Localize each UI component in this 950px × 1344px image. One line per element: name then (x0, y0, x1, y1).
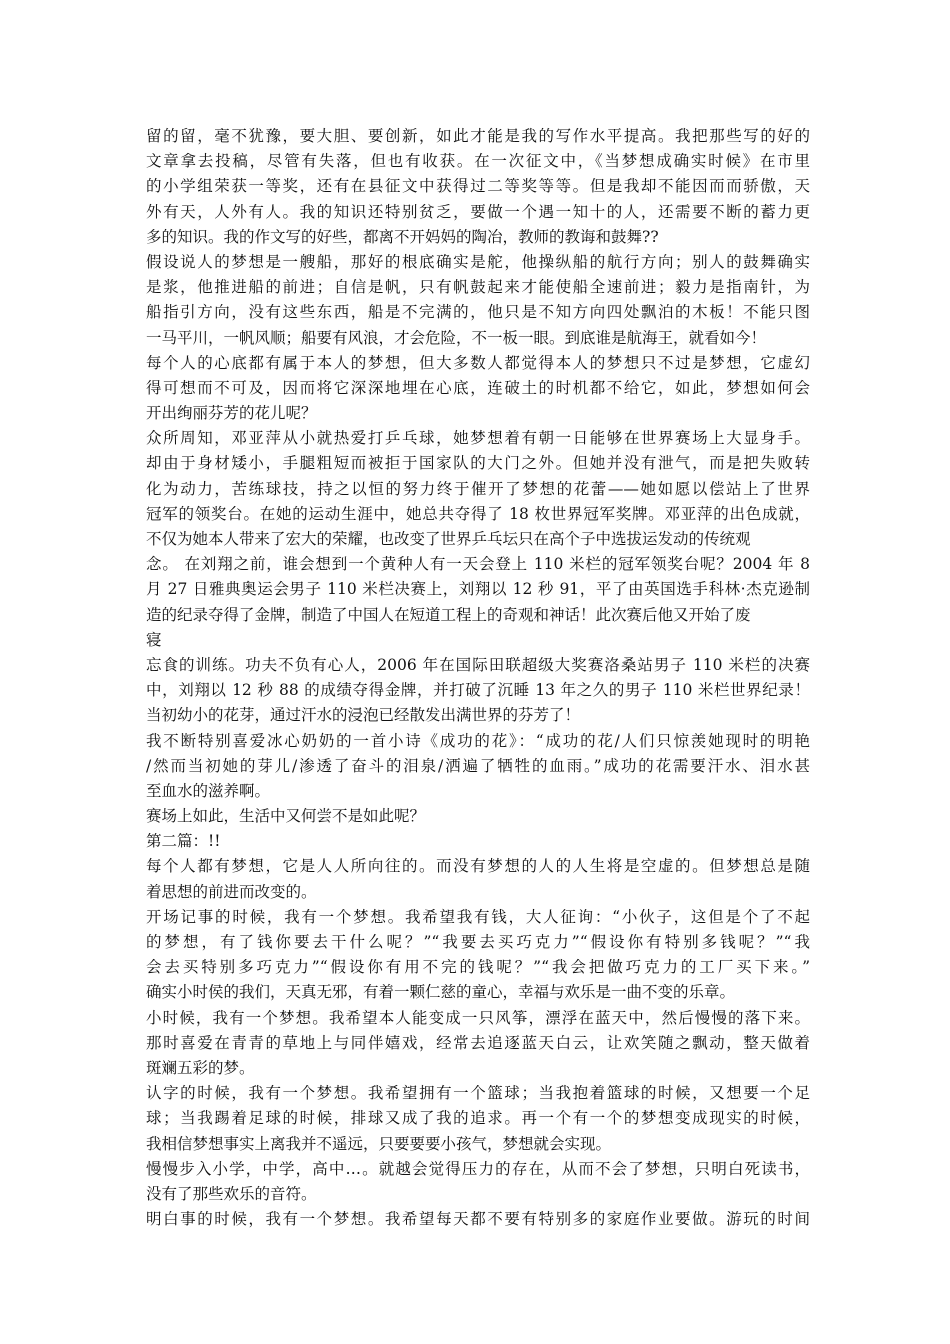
text-line: 船指引方向，没有这些东西，船是不完满的，他只是不知方向四处飘泊的木板！不能只图 (146, 303, 810, 322)
text-line: 造的纪录夺得了金牌，制造了中国人在短道工程上的奇观和神话！此次赛后他又开始了废 (146, 605, 751, 624)
text-line: 的小学组荣获一等奖，还有在县征文中获得过二等奖等等。但是我却不能因而而骄傲，天 (146, 177, 810, 196)
text-line: 没有了那些欢乐的音符。 (146, 1184, 317, 1203)
text-line: 冠军的领奖台。在她的运动生涯中，她总共夺得了 18 枚世界冠军奖牌。邓亚萍的出色成就， (146, 504, 810, 523)
text-line: 确实小时侯的我们，天真无邪，有着一颗仁慈的童心，幸福与欢乐是一曲不变的乐章。 (146, 983, 736, 1002)
text-line: 赛场上如此，生活中又何尝不是如此呢？ (146, 807, 426, 826)
text-line: 球；当我踢着足球的时候，排球又成了我的追求。再一个有一个的梦想变成现实的时候， (146, 1109, 810, 1128)
text-line: 斑斓五彩的梦。 (146, 1058, 255, 1077)
text-line: 假设说人的梦想是一艘船，那好的根底确实是舵，他操纵船的航行方向；别人的鼓舞确实 (146, 252, 810, 271)
text-line: 化为动力，苦练球技，持之以恒的努力终于催开了梦想的花蕾——她如愿以偿站上了世界 (146, 479, 810, 498)
text-line: 当初幼小的花芽，通过汗水的浸泡已经散发出满世界的芬芳了！ (146, 706, 581, 725)
text-line: 忘食的训练。功夫不负有心人，2006 年在国际田联超级大奖赛洛桑站男子 110 米栏的决赛 (146, 655, 810, 674)
text-line: 明白事的时候，我有一个梦想。我希望每天都不要有特别多的家庭作业要做。游玩的时间 (146, 1210, 810, 1229)
text-line: 开场记事的时候，我有一个梦想。我希望我有钱，大人征询：“小伙子，这但是个了不起 (146, 907, 810, 926)
text-line: 每个人的心底都有属于本人的梦想，但大多数人都觉得本人的梦想只不过是梦想，它虚幻 (146, 353, 810, 372)
text-line: 的梦想，有了钱你要去干什么呢？”“我要去买巧克力”“假设你有特别多钱呢？”“我 (146, 933, 810, 951)
text-line: 众所周知，邓亚萍从小就热爱打乒乓球，她梦想着有朝一日能够在世界赛场上大显身手。 (146, 429, 810, 448)
text-line: 着思想的前进而改变的。 (146, 882, 317, 901)
text-line: 得可想而不可及，因而将它深深地埋在心底，连破土的时机都不给它，如此，梦想如何会 (146, 378, 810, 397)
text-line: 每个人都有梦想，它是人人所向往的。而没有梦想的人的人生将是空虚的。但梦想总是随 (146, 857, 810, 876)
text-line: 却由于身材矮小，手腿粗短而被拒于国家队的大门之外。但她并没有泄气，而是把失败转 (146, 454, 810, 473)
document-body (146, 124, 810, 1232)
text-line: 会去买特别多巧克力”“假设你有用不完的钱呢？”“我会把做巧克力的工厂买下来。” (146, 958, 810, 977)
text-line: 月 27 日雅典奥运会男子 110 米栏决赛上，刘翔以 12 秒 91，平了由英国选手科林·杰克逊制 (146, 580, 810, 599)
text-line: 外有天，人外有人。我的知识还特别贫乏，要做一个遇一知十的人，还需要不断的蓄力更 (146, 202, 810, 221)
text-line: 中，刘翔以 12 秒 88 的成绩夺得金牌，并打破了沉睡 13 年之久的男子 110 米栏世界纪录！ (146, 681, 810, 700)
text-line: 至血水的滋养啊。 (146, 781, 271, 800)
text-line: 我不断特别喜爱冰心奶奶的一首小诗《成功的花》：“成功的花/人们只惊羡她现时的明艳 (146, 731, 810, 750)
text-line: 那时喜爱在青青的草地上与同伴嬉戏，经常去追逐蓝天白云，让欢笑随之飘动，整天做着 (146, 1033, 810, 1052)
text-line: 第二篇：!! (146, 832, 221, 851)
text-line: 我相信梦想事实上离我并不遥远，只要要要小孩气，梦想就会实现。 (146, 1134, 612, 1153)
text-line: 寝 (146, 630, 162, 649)
text-line: /然而当初她的芽儿/渗透了奋斗的泪泉/洒遍了牺牲的血雨。”成功的花需要汗水、泪水甚 (146, 756, 810, 775)
text-line: 小时候，我有一个梦想。我希望本人能变成一只风筝，漂浮在蓝天中，然后慢慢的落下来。 (146, 1008, 810, 1027)
text-line: 认字的时候，我有一个梦想。我希望拥有一个篮球；当我抱着篮球的时候，又想要一个足 (146, 1084, 810, 1103)
text-line: 不仅为她本人带来了宏大的荣耀，也改变了世界乒乓坛只在高个子中选拔运发动的传统观 (146, 530, 751, 548)
text-line: 是浆，他推进船的前进；自信是帆，只有帆鼓起来才能使船全速前进；毅力是指南针，为 (146, 278, 810, 297)
text-line: 多的知识。我的作文写的好些，都离不开妈妈的陶冶，教师的教诲和鼓舞?? (146, 227, 659, 246)
text-line: 留的留，毫不犹豫，要大胆、要创新，如此才能是我的写作水平提高。我把那些写的好的 (146, 127, 810, 145)
text-line: 慢慢步入小学，中学，高中…。就越会觉得压力的存在，从而不会了梦想，只明白死读书， (146, 1159, 810, 1178)
text-line: 开出绚丽芬芳的花儿呢？ (146, 404, 317, 423)
text-line: 念。 在刘翔之前，谁会想到一个黄种人有一天会登上 110 米栏的冠军领奖台呢？2004 年 8 (146, 555, 810, 574)
text-line: 一马平川，一帆风顺；船要有风浪，才会危险，不一板一眼。到底谁是航海王，就看如今！ (146, 328, 767, 347)
text-line: 文章拿去投稿，尽管有失落，但也有收获。在一次征文中，《当梦想成确实时候》在市里 (146, 152, 810, 171)
